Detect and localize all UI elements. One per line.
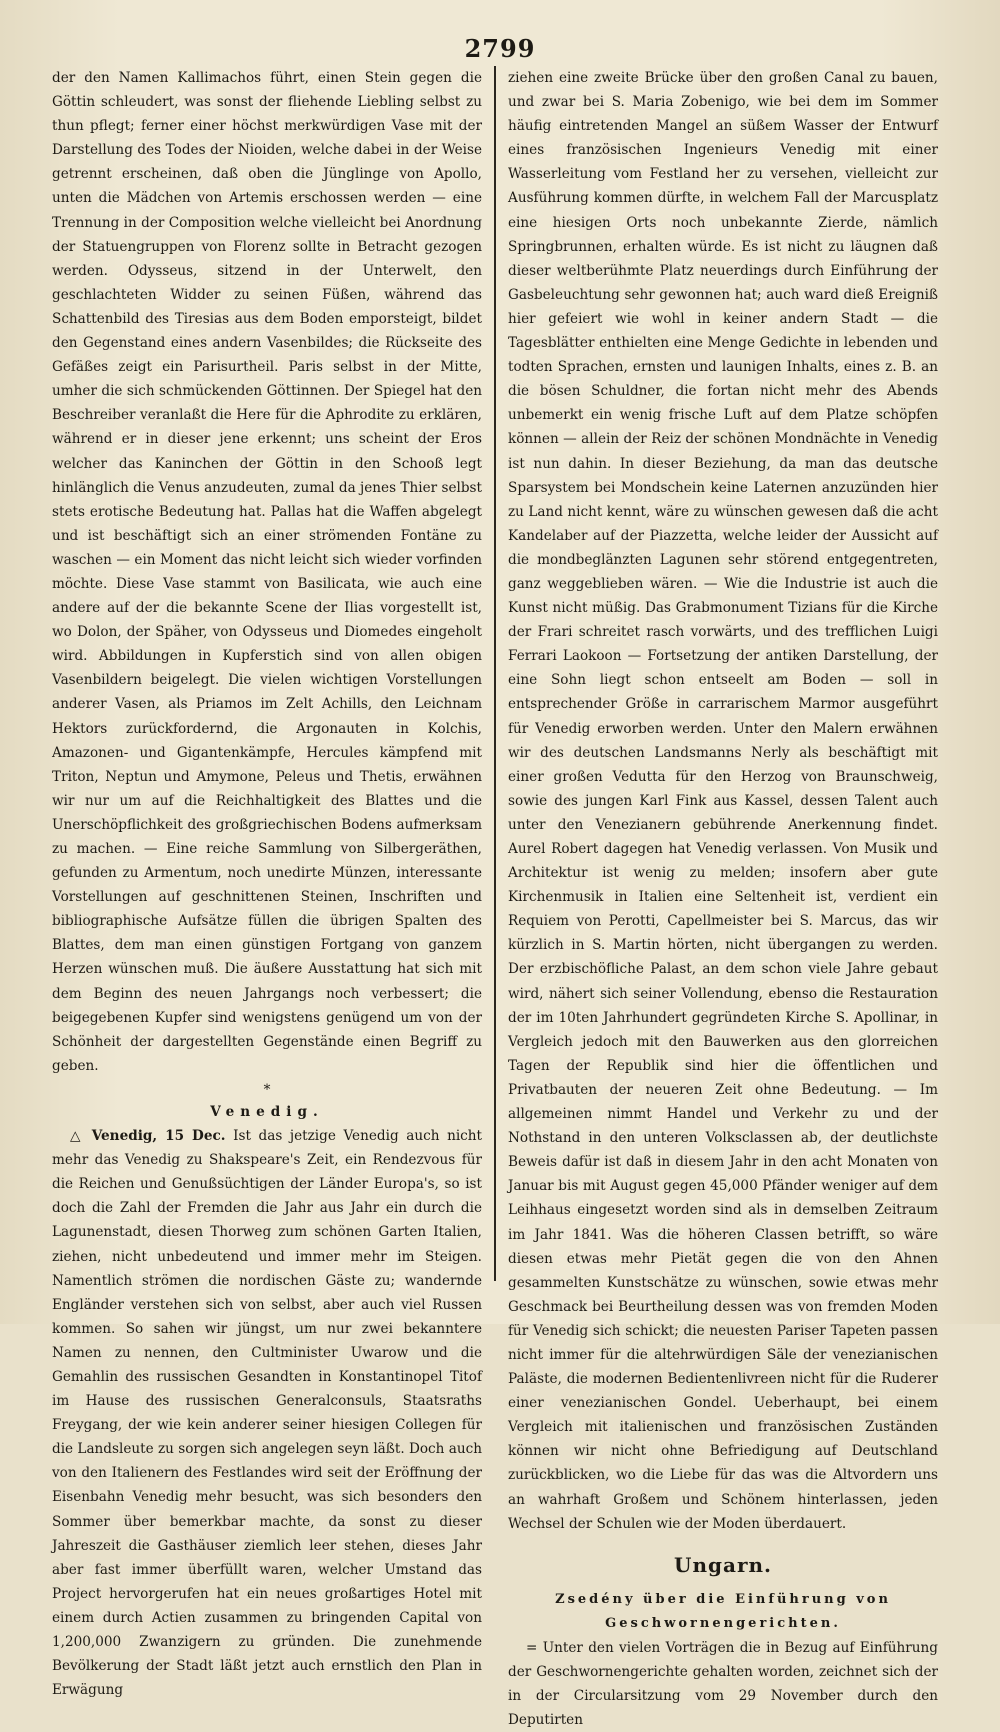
column-divider <box>494 66 496 1281</box>
page-number: 2799 <box>464 34 536 63</box>
article-paragraph: ziehen eine zweite Brücke über den großen Canal zu bauen, und zwar bei S. Maria Zobenigo, wie bei dem im Sommer häufig eintretenden Mangel an süßem Wasser der Entwurf eines französischen Ingenieurs Venedig mit einer Wasserleitung vom Festland her zu versehen, vielleicht zur Ausführung kommen dürfte, in welchem Fall der Marcusplatz eine hiesigen Orts noch unbekannte Zierde, nämlich Springbrunnen, erhalten würde. Es ist nicht zu läugnen daß dieser weltberühmte Platz neuerdings durch Einführung der Gasbeleuchtung sehr gewonnen hat; auch ward dieß Ereigniß hier gefeiert wie wohl in keiner andern Stadt — die Tagesblätter enthielten eine Menge Gedichte in lebenden und todten Sprachen, ernsten und launigen Inhalts, eines z. B. an die bösen Schuldner, die fortan nicht mehr des Abends unbemerkt ein wenig frische Luft auf dem Platze schöpfen können — allein der Reiz der schönen Mondnächte in Venedig ist nun dahin. In dieser Beziehung, da man das deutsche Sparsystem bei Mondschein keine Laternen anzuzünden hier zu Land nicht kennt, wäre zu wünschen gewesen daß die acht Kandelaber auf der Piazzetta, welche leider der Aussicht auf die mondbeglänzten Lagunen sehr störend entgegentreten, ganz weggeblieben wären. — Wie die Industrie ist auch die Kunst nicht müßig. Das Grabmonument Tizians für die Kirche der Frari schreitet rasch vorwärts, und des trefflichen Luigi Ferrari Laokoon — Fortsetzung der antiken Darstellung, der eine Sohn liegt schon entseelt am Boden — soll in entsprechender Größe in carrarischem Marmor ausgeführt für Venedig erworben werden. Unter den Malern erwähnen wir des deutschen Landsmanns Nerly als beschäftigt mit einer großen Vedutta für den Herzog von Braunschweig, sowie des jungen Karl Fink aus Kassel, dessen Talent auch unter den Venezianern gebührende Anerkennung findet. Aurel Robert dagegen hat Venedig verlassen. Von Musik und Architektur ist wenig zu melden; insofern aber gute Kirchenmusik in Italien eine Seltenheit ist, verdient ein Requiem von Perotti, Capellmeister bei S. Marcus, das wir kürzlich in S. Martin hörten, nicht übergangen zu werden. Der erzbischöfliche Palast, an dem schon viele Jahre gebaut wird, nähert sich seiner Vollendung, ebenso die Restauration der im 10ten Jahrhundert gegründeten Kirche S. Apollinar, in Vergleich jedoch mit den Bauwerken aus den glorreichen Tagen der Republik sind hier die öffentlichen und Privatbauten der neueren Zeit ohne Bedeutung. — Im allgemeinen nimmt Handel und Verkehr zu und der Nothstand in den unteren Volksclassen ab, der deutlichste Beweis dafür ist daß in diesem Jahr in den acht Monaten von Januar bis mit August gegen 45,000 Pfänder weniger auf dem Leihhaus eingesetzt worden sind als in demselben Zeitraum im Jahr 1841. Was die höheren Classen betrifft, so wäre diesen etwas mehr Pietät gegen die von den Ahnen gesammelten Kunstschätze zu wünschen, sowie etwas mehr Geschmack bei Beurtheilung dessen was von fremden Moden für Venedig sich schickt; die neuesten Pariser Tapeten passen nicht immer für die altehrwürdigen Säle der venezianischen Paläste, die modernen Bedientenlivreen nicht für die Ruderer einer venezianischen Gondel. Ueberhaupt, bei einem Vergleich mit italienischen und französischen Zuständen können wir nicht ohne Befriedigung auf Deutschland zurückblicken, wo die Liebe für das was die Altvordern uns an wahrhaft Großem und Schönem hinterlassen, jeden Wechsel der Schulen wie der Moden überdauert. <box>508 70 938 1532</box>
section-heading-ungarn: Ungarn. <box>674 1552 772 1577</box>
article-text: Ist das jetzige Venedig auch nicht mehr das Venedig zu Shakspeare's Zeit, ein Rendezvous für die Reichen und Genußsüchtigen der Länder Europa's, so ist doch die Zahl der Fremden die Jahr aus Jahr ein durch die Lagunenstadt, diesen Thorweg zum schönen Garten Italien, ziehen, nicht unbedeutend und immer mehr im Steigen. Namentlich strömen die nordischen Gäste zu; wandernde Engländer verstehen sich von selbst, aber auch viel Russen kommen. So sahen wir jüngst, um nur zwei bekanntere Namen zu nennen, den Cultminister Uwarow und die Gemahlin des russischen Gesandten in Konstantinopel Titof im Hause des russischen Generalconsuls, Staatsraths Freygang, der wie kein anderer seiner hiesigen Collegen für die Landsleute zu sorgen sich angelegen seyn läßt. Doch auch von den Italienern des Festlandes wird seit der Eröffnung der Eisenbahn Venedig mehr besucht, was sich besonders den Sommer über bemerkbar machte, da sonst zu dieser Jahreszeit die Gasthäuser ziemlich leer stehen, dieses Jahr aber fast immer überfüllt waren, welcher Umstand das Project hervorgerufen hat ein neues großartiges Hotel mit einem durch Actien zusammen zu bringenden Capital von 1,200,000 Zwanzigern zu gründen. Die zunehmende Bevölkerung der Stadt läßt jetzt auch ernstlich den Plan in Erwägung <box>52 1128 483 1699</box>
right-column <box>508 66 938 1732</box>
section-heading-venedig: Venedig. <box>210 1103 324 1120</box>
article-paragraph: = Unter den vielen Vorträgen die in Bezug auf Einführung der Geschwornengerichte gehalten worden, zeichnet sich der in der Circularsitzung vom 29 November durch den Deputirten <box>508 1639 938 1729</box>
article-subheading: Zsedény über die Einführung von Geschwornengerichten. <box>555 1591 891 1631</box>
article-paragraph: der den Namen Kallimachos führt, einen Stein gegen die Göttin schleudert, was sonst der fliehende Liebling selbst zu thun pflegt; ferner einer höchst merkwürdigen Vase mit der Darstellung des Todes der Nioiden, welche dabei in der Weise getrennt erscheinen, daß oben die Jünglinge von Apollo, unten die Mädchen von Artemis erschossen werden — eine Trennung in der Composition welche vielleicht bei Anordnung der Statuengruppen von Florenz sollte in Betracht gezogen werden. Odysseus, sitzend in der Unterwelt, den geschlachteten Widder zu seinen Füßen, während das Schattenbild des Tiresias aus dem Boden emporsteigt, bildet den Gegenstand eines andern Vasenbildes; die Rückseite des Gefäßes zeigt ein Parisurtheil. Paris selbst in der Mitte, umher die sich schmückenden Göttinnen. Der Spiegel hat den Beschreiber veranlaßt die Here für die Aphrodite zu erklären, während er in dieser jene erkennt; uns scheint der Eros welcher das Kaninchen der Göttin in den Schooß legt hinlänglich die Venus anzudeuten, zumal da jenes Thier selbst stets erotische Bedeutung hat. Pallas hat die Waffen abgelegt und ist beschäftigt sich an einer strömenden Fontäne zu waschen — ein Moment das nicht leicht sich wieder vorfinden möchte. Diese Vase stammt von Basilicata, wie auch eine andere auf der die bekannte Scene der Ilias vorgestellt ist, wo Dolon, der Späher, von Odysseus und Diomedes eingeholt wird. Abbildungen in Kupferstich sind von allen obigen Vasenbildern beigelegt. Die vielen wichtigen Vorstellungen anderer Vasen, als Priamos im Zelt Achills, den Leichnam Hektors zurückfordernd, die Argonauten in Kolchis, Amazonen- und Gigantenkämpfe, Hercules kämpfend mit Triton, Neptun und Amymone, Peleus und Thetis, erwähnen wir nur um auf die Reichhaltigkeit des Blattes und die Unerschöpflichkeit des großgriechischen Bodens aufmerksam zu machen. — Eine reiche Sammlung von Silbergeräthen, gefunden zu Armentum, noch unedirte Münzen, interessante Vorstellungen auf geschnittenen Steinen, Inschriften und bibliographische Aufsätze füllen die übrigen Spalten des Blattes, dem man einen günstigen Fortgang von ganzem Herzen wünschen muß. Die äußere Ausstattung hat sich mit dem Beginn des neuen Jahrgangs noch verbessert; die beigegebenen Kupfer sind wenigstens genügend um von der Schönheit der dargestellten Gegenstände einen Begriff zu geben. <box>52 70 482 1074</box>
dateline: △ Venedig, 15 Dec. <box>70 1128 226 1145</box>
article-paragraph <box>52 1124 482 1702</box>
left-column <box>52 66 482 1702</box>
section-ornament: * <box>263 1081 271 1098</box>
